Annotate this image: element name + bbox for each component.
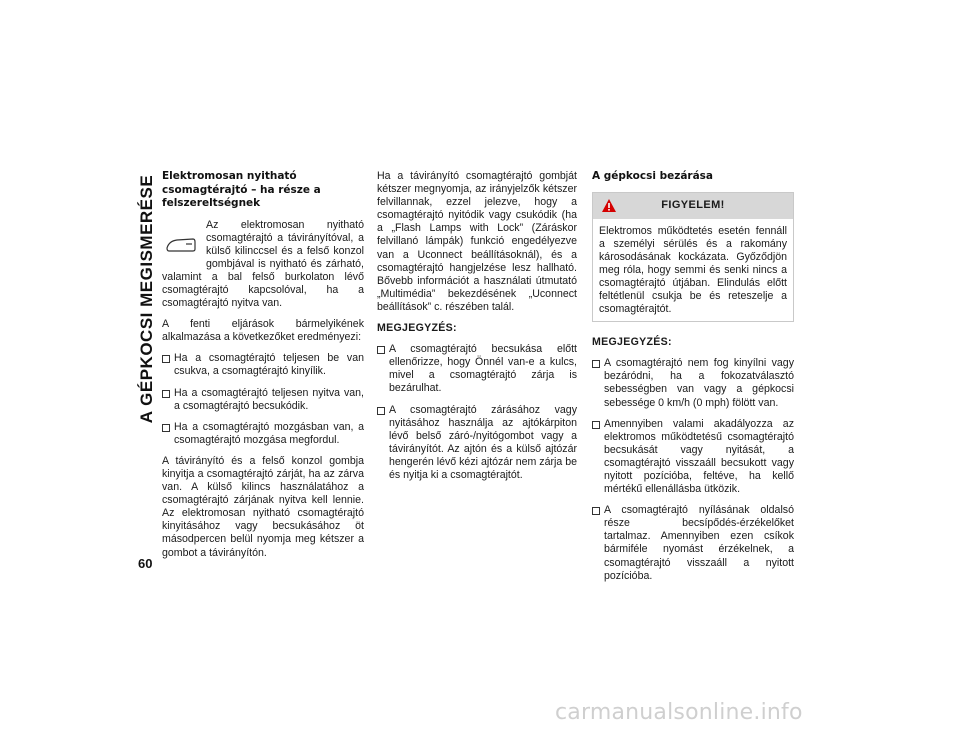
paragraph-double-press: Ha a távirányító csomagtérajtó gombját kétszer megnyomja, az irányjelzők kétszer felvillannak, ezzel jelezve, hogy a csomagtérajtó nyitódik vagy csukódik (ha a „Flash Lamps with Lock” (Záráskor felvillanó lámpák) funkció engedélyezve van a Uconnect beállításoknál), és a csomagtérajtó hangjelzése lesz hallható. Bővebb információt a használati útmutató „Multimédia” bekezdésének „Uconnect beállítások” c. részében talál. [377, 170, 577, 313]
warning-title: FIGYELEM! [661, 198, 725, 211]
paragraph-remote-button: A távirányító és a felső konzol gombja kinyitja a csomagtérajtó zárját, ha az zárva van. A külső kilincs használatához a csomagtérajtó zárjának nyitva kell lennie. Az elektromosan nyitható csomagtérajtó kinyitásához vagy becsukásához öt másodpercen belül nyomja meg kétszer a gombot a távirányítón. [162, 454, 364, 559]
note-heading: MEGJEGYZÉS: [592, 336, 672, 349]
list-item: A csomagtérajtó becsukása előtt ellenőrizze, hogy Önnél van-e a kulcs, mivel a csomagtérajtó zárja is bezárulhat. [377, 343, 577, 395]
list-item: A csomagtérajtó zárásához vagy nyitásához használja az ajtókárpiton lévő belső záró-/nyitógombot vagy a távirányítót. Az ajtón és a külső ajtózár hengerén lévő kézi ajtózár nem zárja be és nyitja ki a csomagtérajtót. [377, 404, 577, 483]
results-list [162, 352, 364, 447]
paragraph-results-intro: A fenti eljárások bármelyikének alkalmazása a következőket eredményezi: [162, 318, 364, 344]
section-side-title-text: A GÉPKOCSI MEGISMERÉSE [137, 174, 157, 424]
column-3 [592, 170, 794, 591]
note-list [592, 357, 794, 583]
list-item: Ha a csomagtérajtó teljesen nyitva van, a csomagtérajtó becsukódik. [162, 387, 364, 413]
note-list [377, 343, 577, 482]
section-side-title [136, 158, 158, 440]
watermark: carmanualsonline.info [555, 700, 803, 725]
list-item: A csomagtérajtó nyílásának oldalsó része becsípődés-érzékelőket tartalmaz. Amennyiben ezen csíkok bármiféle nyomást érzékelnek, a csomagtérajtó visszaáll a nyitott pozícióba. [592, 504, 794, 583]
column-1 [162, 170, 364, 568]
list-item: Amennyiben valami akadályozza az elektromos működtetésű csomagtérajtó becsukását vagy nyitását, a csomagtérajtó visszaáll becsukott vagy nyitott pozícióba, feltéve, ha kellő mértékű ellenállásba ütközik. [592, 418, 794, 497]
warning-text: Elektromos működtetés esetén fennáll a személyi sérülés és a rakomány károsodásának kockázata. Győződjön meg róla, hogy semmi és senki nincs a csomagtérajtó útjában. Elindulás előtt feltétlenül csukja be és reteszelje a csomagtérajtót. [599, 224, 787, 316]
column-2 [377, 170, 577, 490]
section-heading-locking: A gépkocsi bezárása [592, 170, 714, 182]
note-heading: MEGJEGYZÉS: [377, 322, 457, 335]
section-heading-power-liftgate: Elektromosan nyitható csomagtérajtó – ha része a felszereltségnek [162, 170, 321, 209]
page-number: 60 [138, 556, 153, 571]
intro-block [162, 219, 364, 319]
intro-paragraph: Az elektromosan nyitható csomagtérajtó a távirányítóval, a külső kilinccsel és a felső konzol gombjával is nyitható és zárható, valamint a bal felső burkolaton lévő csomagtérajtó kapcsolóval, ha a csomagtérajtó nyitva van. [162, 218, 364, 310]
tailgate-key-icon [162, 225, 200, 265]
warning-triangle-icon [601, 198, 617, 213]
list-item: A csomagtérajtó nem fog kinyílni vagy bezáródni, ha a fokozatválasztó sebességben van vagy a gépkocsi sebessége 0 km/h (0 mph) fölött van. [592, 357, 794, 409]
warning-box [592, 192, 794, 323]
warning-header [593, 193, 793, 219]
list-item: Ha a csomagtérajtó mozgásban van, a csomagtérajtó mozgása megfordul. [162, 421, 364, 447]
list-item: Ha a csomagtérajtó teljesen be van csukva, a csomagtérajtó kinyílik. [162, 352, 364, 378]
